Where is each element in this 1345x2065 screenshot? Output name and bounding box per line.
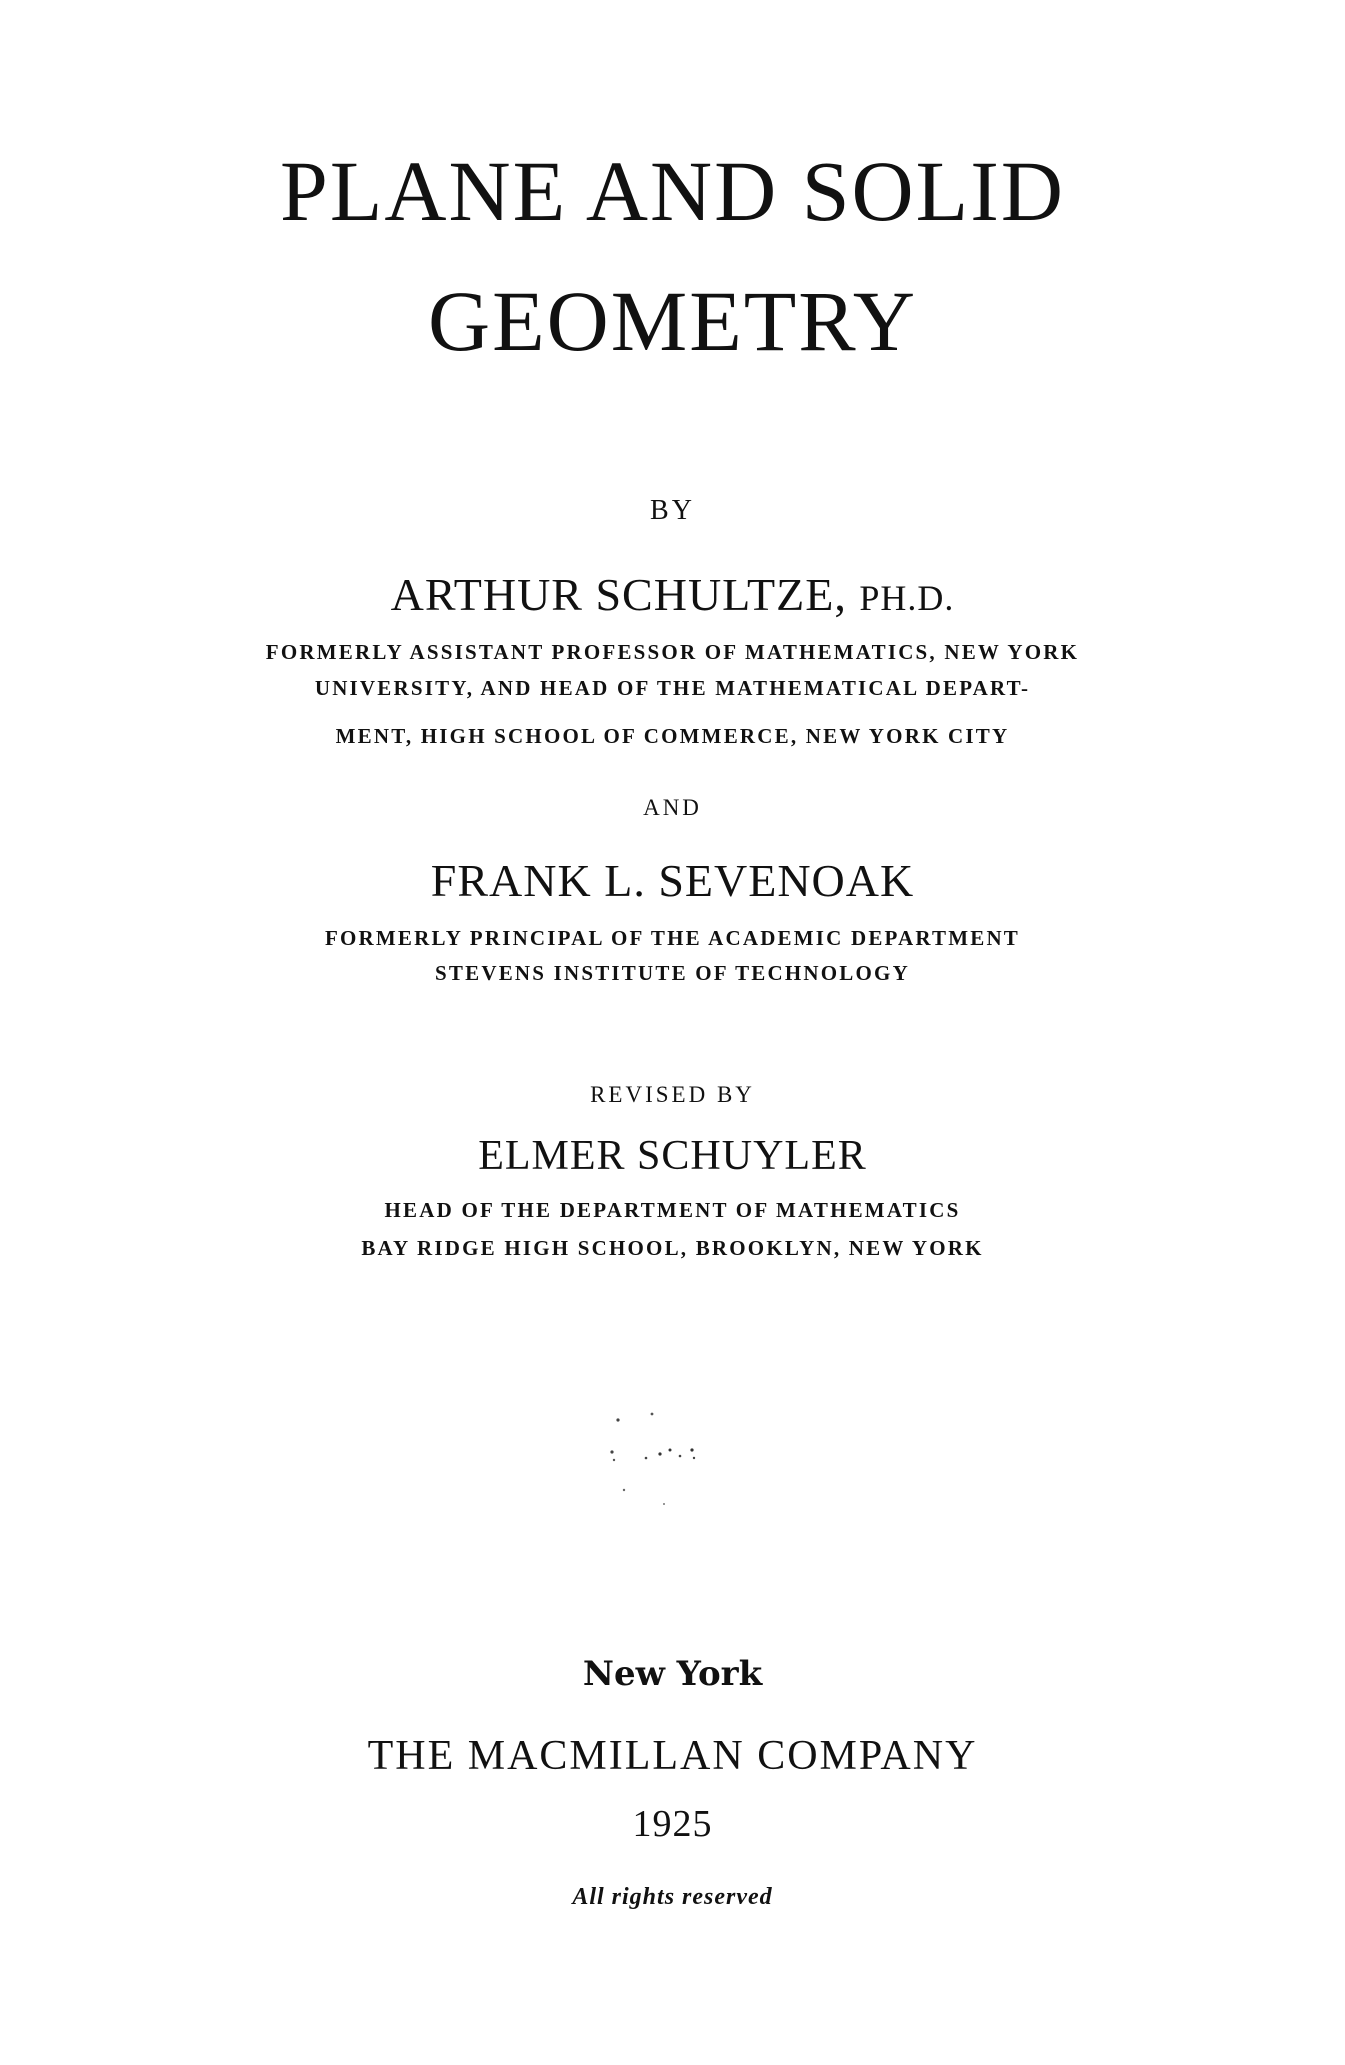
imprint-city: New York xyxy=(582,1654,763,1694)
and-label: AND xyxy=(643,795,702,820)
reviser-affiliation-line-1: HEAD OF THE DEPARTMENT OF MATHEMATICS xyxy=(384,1198,961,1222)
author-2-affiliation-line-1: FORMERLY PRINCIPAL OF THE ACADEMIC DEPARTMENT xyxy=(324,926,1021,950)
author-1-name: ARTHUR SCHULTZE, xyxy=(390,569,860,620)
author-2-affiliation-line-2: STEVENS INSTITUTE OF TECHNOLOGY xyxy=(435,961,910,985)
author-1-name-line xyxy=(0,569,1345,620)
book-title-line-1: PLANE AND SOLID xyxy=(280,143,1065,239)
reviser-name: ELMER SCHUYLER xyxy=(478,1133,867,1179)
author-1-affiliation-line-1: FORMERLY ASSISTANT PROFESSOR OF MATHEMATICS, NEW YORK xyxy=(265,640,1080,664)
author-1-degree: PH.D. xyxy=(859,578,955,618)
publisher-name: THE MACMILLAN COMPANY xyxy=(367,1733,978,1779)
revised-by-label: REVISED BY xyxy=(590,1082,755,1107)
rights-notice: All rights reserved xyxy=(572,1884,773,1910)
book-title-line-2: GEOMETRY xyxy=(428,273,917,369)
print-specks xyxy=(600,1410,730,1520)
author-1-affiliation-line-3: MENT, HIGH SCHOOL OF COMMERCE, NEW YORK CITY xyxy=(335,724,1010,748)
author-2-name: FRANK L. SEVENOAK xyxy=(430,855,915,906)
publication-year: 1925 xyxy=(632,1803,713,1845)
reviser-affiliation-line-2: BAY RIDGE HIGH SCHOOL, BROOKLYN, NEW YORK xyxy=(361,1236,984,1260)
by-label: BY xyxy=(650,495,695,526)
author-1-affiliation-line-2: UNIVERSITY, AND HEAD OF THE MATHEMATICAL DEPART- xyxy=(314,676,1031,700)
